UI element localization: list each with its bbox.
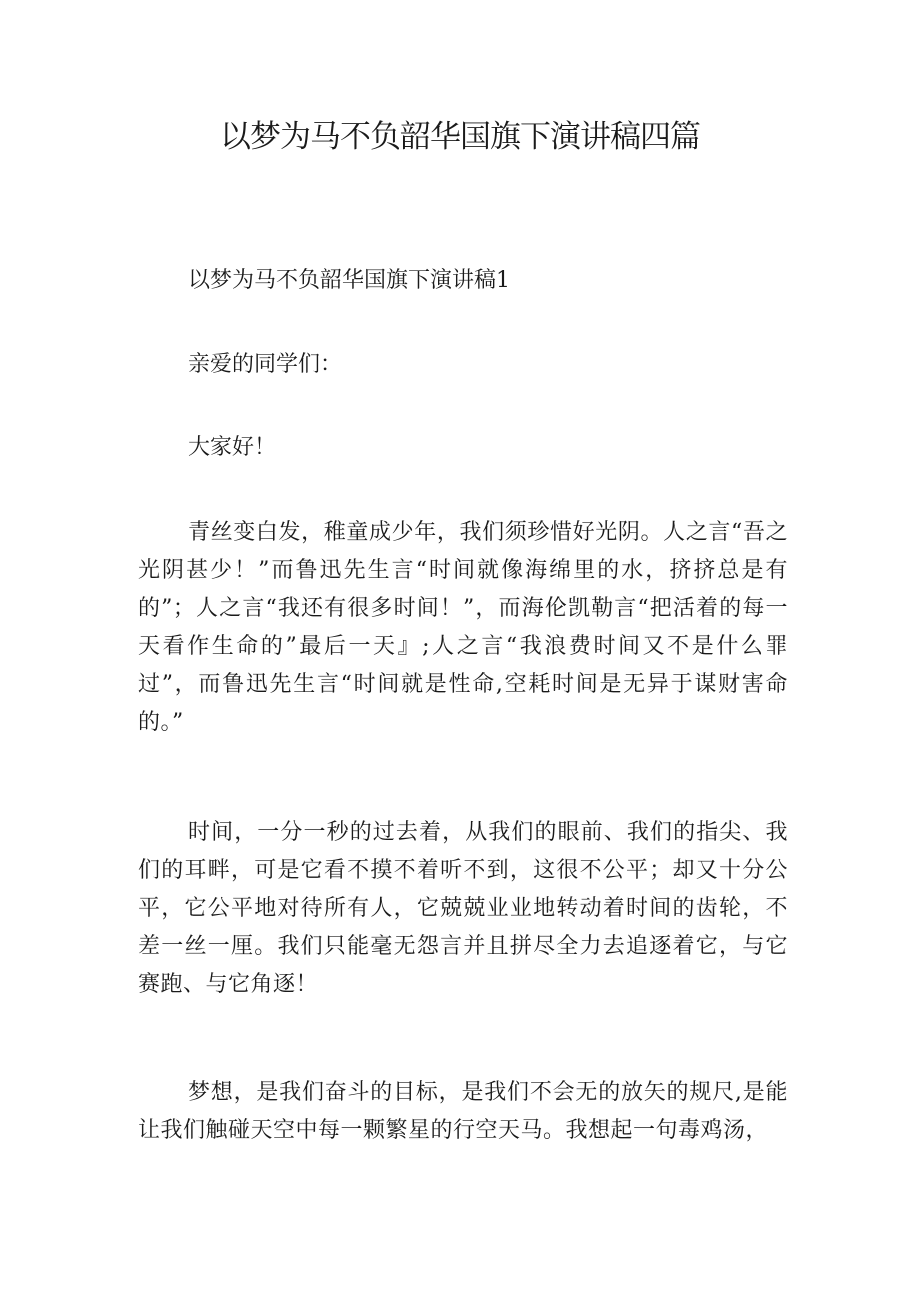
paragraph-1: 青丝变白发，稚童成少年，我们须珍惜好光阴。人之言“吾之光阴甚少！”而鲁迅先生言“时间就像海绵里的水，挤挤总是有的”；人之言“我还有很多时间！”，而海伦凯勒言“把活着的每一天看作生命的”最后一天』;人之言“我浪费时间又不是什么罪过”，而鲁迅先生言“时间就是性命,空耗时间是无异于谋财害命的。” — [138, 520, 788, 735]
paragraph-2: 时间，一分一秒的过去着，从我们的眼前、我们的指尖、我们的耳畔，可是它看不摸不着听不到，这很不公平；却又十分公平，它公平地对待所有人，它兢兢业业地转动着时间的齿轮，不差一丝一厘。我们只能毫无怨言并且拼尽全力去追逐着它，与它赛跑、与它角逐！ — [138, 820, 788, 997]
paragraph-3: 梦想，是我们奋斗的目标，是我们不会无的放矢的规尺,是能让我们触碰天空中每一颗繁星的行空天马。我想起一句毒鸡汤， — [138, 1080, 788, 1143]
section-heading: 以梦为马不负韶华国旗下演讲稿1 — [188, 268, 510, 293]
salutation: 亲爱的同学们： — [188, 352, 343, 377]
document-title: 以梦为马不负韶华国旗下演讲稿四篇 — [220, 119, 700, 155]
greeting: 大家好！ — [188, 435, 277, 460]
